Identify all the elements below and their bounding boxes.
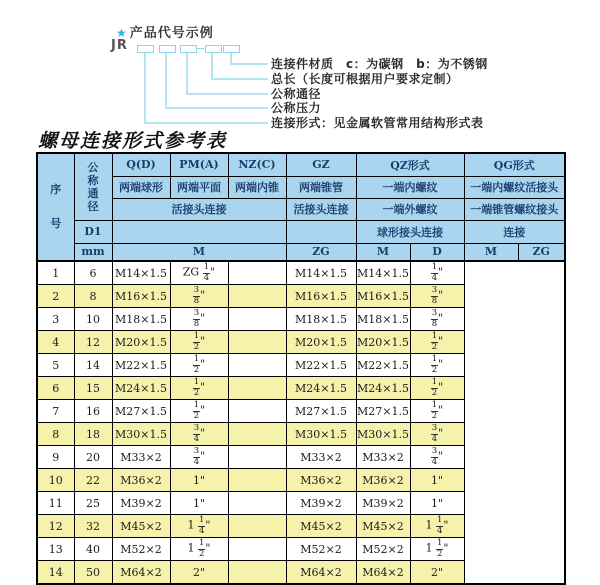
qz-d-cell: M30×1.5 — [286, 423, 356, 446]
table-row — [37, 492, 565, 515]
qg-m-cell: M36×2 — [356, 469, 410, 492]
dn-cell: 50 — [74, 561, 112, 585]
header-empty-mid — [112, 220, 286, 243]
qz-m-cell — [228, 492, 286, 515]
header-qg-sub2: 一端锥管螺纹接头 — [464, 198, 565, 220]
qg-m-cell: M16×1.5 — [356, 285, 410, 308]
seq-cell: 11 — [37, 492, 74, 515]
gz-zg-cell: $\frac{1}{2}$ " — [170, 400, 228, 423]
qz-d-cell: M20×1.5 — [286, 331, 356, 354]
gz-zg-cell: 1 $\frac{1}{4}$ " — [170, 515, 228, 538]
label-connector-material: 连接件材质 c：为碳钢 b：为不锈钢 — [271, 57, 488, 71]
qz-m-cell — [228, 331, 286, 354]
qz-d-cell: M64×2 — [286, 561, 356, 585]
seq-cell: 8 — [37, 423, 74, 446]
star-icon: ★ — [116, 26, 128, 40]
gz-zg-cell: $\frac{3}{4}$ " — [170, 423, 228, 446]
qg-zg-cell: 1 $\frac{1}{4}$ " — [410, 515, 464, 538]
gz-zg-cell: $\frac{1}{2}$ " — [170, 331, 228, 354]
gz-zg-cell: $\frac{3}{8}$ " — [170, 308, 228, 331]
label-nominal-pressure: 公称压力 — [271, 101, 322, 115]
nut-connection-reference-table — [36, 152, 566, 585]
qg-zg-cell: $\frac{3}{8}$ " — [410, 308, 464, 331]
dn-cell: 25 — [74, 492, 112, 515]
qg-zg-cell: 1 $\frac{1}{2}$ " — [410, 538, 464, 561]
qg-zg-cell: $\frac{1}{4}$ " — [410, 261, 464, 285]
dn-cell: 14 — [74, 354, 112, 377]
header-col-qg: QG形式 — [464, 153, 565, 176]
header-qz-d: D — [410, 243, 464, 261]
seq-cell: 10 — [37, 469, 74, 492]
header-nz-sub: 两端内锥 — [228, 176, 286, 198]
dn-cell: 15 — [74, 377, 112, 400]
m-cell: M45×2 — [112, 515, 170, 538]
seq-cell: 5 — [37, 354, 74, 377]
qz-d-cell: M14×1.5 — [286, 261, 356, 285]
m-cell: M22×1.5 — [112, 354, 170, 377]
qz-d-cell: M52×2 — [286, 538, 356, 561]
header-d1: D1 — [74, 220, 112, 243]
m-cell: M36×2 — [112, 469, 170, 492]
dn-cell: 32 — [74, 515, 112, 538]
product-code-prefix: JR — [111, 38, 128, 53]
header-col-pm: PM(A) — [170, 153, 228, 176]
qz-m-cell — [228, 354, 286, 377]
qz-m-cell — [228, 446, 286, 469]
header-qz-m: M — [356, 243, 410, 261]
qg-m-cell: M64×2 — [356, 561, 410, 585]
seq-cell: 3 — [37, 308, 74, 331]
qz-m-cell — [228, 538, 286, 561]
header-pm-sub: 两端平面 — [170, 176, 228, 198]
qz-m-cell — [228, 377, 286, 400]
qz-d-cell: M24×1.5 — [286, 377, 356, 400]
gz-zg-cell: $\frac{1}{2}$ " — [170, 377, 228, 400]
header-col-gz: GZ — [286, 153, 356, 176]
m-cell: M18×1.5 — [112, 308, 170, 331]
dn-cell: 10 — [74, 308, 112, 331]
qz-d-cell: M27×1.5 — [286, 400, 356, 423]
qz-d-cell: M39×2 — [286, 492, 356, 515]
header-qg-sub1: 一端内螺纹活接头 — [464, 176, 565, 198]
qz-m-cell — [228, 285, 286, 308]
qz-m-cell — [228, 423, 286, 446]
qg-m-cell: M22×1.5 — [356, 354, 410, 377]
qg-zg-cell: $\frac{1}{2}$ " — [410, 377, 464, 400]
gz-zg-cell: 1" — [170, 492, 228, 515]
qg-zg-cell: 2" — [410, 561, 464, 585]
qz-m-cell — [228, 261, 286, 285]
qg-zg-cell: $\frac{3}{4}$ " — [410, 423, 464, 446]
header-mm: mm — [74, 243, 112, 261]
seq-cell: 12 — [37, 515, 74, 538]
m-cell: M27×1.5 — [112, 400, 170, 423]
seq-cell: 6 — [37, 377, 74, 400]
header-qg-zg: ZG — [518, 243, 565, 261]
qg-zg-cell: $\frac{3}{4}$ " — [410, 446, 464, 469]
dn-cell: 18 — [74, 423, 112, 446]
seq-cell: 14 — [37, 561, 74, 585]
table-row — [37, 285, 565, 308]
label-total-length: 总长（长度可根据用户要求定制） — [271, 72, 459, 86]
header-q-sub: 两端球形 — [112, 176, 170, 198]
table-row — [37, 515, 565, 538]
seq-cell: 1 — [37, 261, 74, 285]
table-row — [37, 400, 565, 423]
header-col-qz: QZ形式 — [356, 153, 464, 176]
table-header — [37, 153, 565, 261]
m-cell: M30×1.5 — [112, 423, 170, 446]
qg-m-cell: M14×1.5 — [356, 261, 410, 285]
seq-cell: 7 — [37, 400, 74, 423]
seq-cell: 13 — [37, 538, 74, 561]
header-col-q: Q(D) — [112, 153, 170, 176]
qz-d-cell: M45×2 — [286, 515, 356, 538]
m-cell: M39×2 — [112, 492, 170, 515]
gz-zg-cell: 2" — [170, 561, 228, 585]
gz-zg-cell: $\frac{3}{8}$ " — [170, 285, 228, 308]
table-row — [37, 308, 565, 331]
table-row — [37, 538, 565, 561]
table-row — [37, 377, 565, 400]
qg-zg-cell: 1" — [410, 492, 464, 515]
qg-m-cell: M27×1.5 — [356, 400, 410, 423]
qg-m-cell: M45×2 — [356, 515, 410, 538]
table-body — [37, 261, 565, 584]
qz-m-cell — [228, 515, 286, 538]
m-cell: M24×1.5 — [112, 377, 170, 400]
m-cell: M52×2 — [112, 538, 170, 561]
qz-m-cell — [228, 400, 286, 423]
table-row — [37, 446, 565, 469]
table-row — [37, 331, 565, 354]
header-empty-gz — [286, 220, 356, 243]
header-qg-m: M — [464, 243, 518, 261]
header-gz-sub: 两端锥管 — [286, 176, 356, 198]
m-cell: M14×1.5 — [112, 261, 170, 285]
qg-m-cell: M24×1.5 — [356, 377, 410, 400]
seq-cell: 4 — [37, 331, 74, 354]
table-row — [37, 469, 565, 492]
table-row — [37, 561, 565, 585]
dn-cell: 22 — [74, 469, 112, 492]
gz-zg-cell: 1" — [170, 469, 228, 492]
qg-m-cell: M30×1.5 — [356, 423, 410, 446]
qz-m-cell — [228, 308, 286, 331]
gz-zg-cell: 1 $\frac{1}{2}$ " — [170, 538, 228, 561]
header-union-connection: 活接头连接 — [112, 198, 286, 220]
m-cell: M64×2 — [112, 561, 170, 585]
table-row — [37, 354, 565, 377]
qg-zg-cell: 1" — [410, 469, 464, 492]
qg-m-cell: M20×1.5 — [356, 331, 410, 354]
table-title: 螺母连接形式参考表 — [38, 130, 228, 152]
qg-m-cell: M39×2 — [356, 492, 410, 515]
gz-zg-cell: ZG $\frac{1}{4}$ " — [170, 261, 228, 285]
header-nominal-diameter: 公称通径 — [74, 153, 112, 220]
qg-m-cell: M33×2 — [356, 446, 410, 469]
label-connection-form: 连接形式：见金属软管常用结构形式表 — [271, 116, 484, 130]
qz-d-cell: M33×2 — [286, 446, 356, 469]
header-qg-connection: 连接 — [464, 220, 565, 243]
product-code-example-label: 产品代号示例 — [129, 26, 214, 41]
dn-cell: 20 — [74, 446, 112, 469]
qz-d-cell: M16×1.5 — [286, 285, 356, 308]
qg-m-cell: M18×1.5 — [356, 308, 410, 331]
header-seq: 序号 — [37, 153, 74, 261]
dn-cell: 12 — [74, 331, 112, 354]
qz-d-cell: M36×2 — [286, 469, 356, 492]
header-col-nz: NZ(C) — [228, 153, 286, 176]
m-cell: M20×1.5 — [112, 331, 170, 354]
m-cell: M16×1.5 — [112, 285, 170, 308]
qg-zg-cell: $\frac{1}{2}$ " — [410, 400, 464, 423]
qz-m-cell — [228, 561, 286, 585]
dn-cell: 40 — [74, 538, 112, 561]
header-gz-union: 活接头连接 — [286, 198, 356, 220]
seq-cell: 9 — [37, 446, 74, 469]
header-qz-sub1: 一端内螺纹 — [356, 176, 464, 198]
dn-cell: 8 — [74, 285, 112, 308]
m-cell: M33×2 — [112, 446, 170, 469]
qg-zg-cell: $\frac{1}{2}$ " — [410, 354, 464, 377]
gz-zg-cell: $\frac{3}{4}$ " — [170, 446, 228, 469]
dn-cell: 16 — [74, 400, 112, 423]
qz-d-cell: M22×1.5 — [286, 354, 356, 377]
dn-cell: 6 — [74, 261, 112, 285]
qz-m-cell — [228, 469, 286, 492]
table-row — [37, 423, 565, 446]
qz-d-cell: M18×1.5 — [286, 308, 356, 331]
label-nominal-diameter: 公称通径 — [271, 87, 322, 101]
seq-cell: 2 — [37, 285, 74, 308]
qg-zg-cell: $\frac{1}{2}$ " — [410, 331, 464, 354]
qg-zg-cell: $\frac{3}{8}$ " — [410, 285, 464, 308]
table-row — [37, 261, 565, 285]
gz-zg-cell: $\frac{1}{2}$ " — [170, 354, 228, 377]
header-gz-zg: ZG — [286, 243, 356, 261]
header-qz-sub2: 一端外螺纹 — [356, 198, 464, 220]
header-m-wide: M — [112, 243, 286, 261]
qg-m-cell: M52×2 — [356, 538, 410, 561]
header-qz-connection: 球形接头连接 — [356, 220, 464, 243]
